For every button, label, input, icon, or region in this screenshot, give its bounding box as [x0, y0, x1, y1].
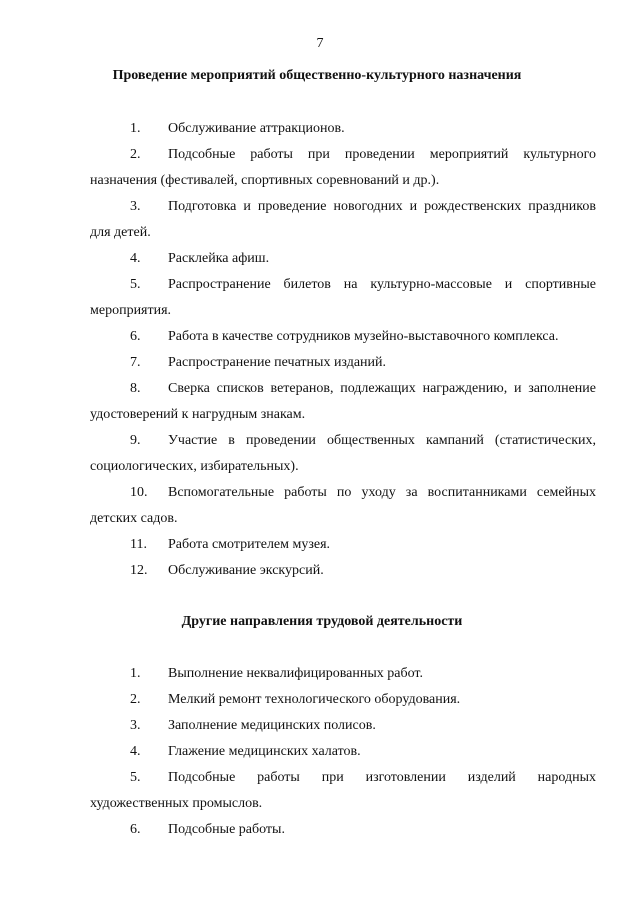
list-item: [90, 376, 596, 428]
list-item-text: Подсобные работы при изготовлении изделий народных художественных промыслов.: [90, 770, 596, 811]
list-item-text: Вспомогательные работы по уходу за воспитанниками семейных детских садов.: [90, 485, 596, 526]
list-item: [90, 558, 596, 584]
list-item: [90, 739, 596, 765]
list-item: [90, 532, 596, 558]
list-item-text: Работа в качестве сотрудников музейно-выставочного комплекса.: [168, 329, 559, 344]
cultural-events-list: [90, 116, 596, 584]
list-item: [90, 350, 596, 376]
other-activities-list: [90, 661, 596, 843]
list-item-text: Участие в проведении общественных кампаний (статистических, социологических, избирательных).: [90, 433, 596, 474]
list-item-number: 10.: [130, 485, 148, 500]
page-number: 7: [316, 36, 324, 51]
list-item-number: 5.: [130, 770, 141, 785]
list-item-number: 1.: [130, 121, 141, 136]
list-item-text: Работа смотрителем музея.: [168, 537, 331, 552]
list-item: [90, 765, 596, 817]
list-item: [90, 687, 596, 713]
section-title-cultural-events: Проведение мероприятий общественно-культурного назначения: [112, 68, 522, 83]
list-item-number: 11.: [130, 537, 147, 552]
list-item-number: 3.: [130, 199, 141, 214]
list-item: [90, 324, 596, 350]
list-item: [90, 142, 596, 194]
list-item: [90, 246, 596, 272]
list-item-number: 4.: [130, 251, 141, 266]
list-item-number: 5.: [130, 277, 141, 292]
list-item-text: Заполнение медицинских полисов.: [168, 718, 376, 733]
list-item: [90, 661, 596, 687]
list-item-text: Расклейка афиш.: [168, 251, 270, 266]
list-item-number: 3.: [130, 718, 141, 733]
list-item-text: Подсобные работы.: [168, 822, 285, 837]
list-item-text: Мелкий ремонт технологического оборудования.: [168, 692, 461, 707]
list-item-text: Подготовка и проведение новогодних и рождественских праздников для детей.: [90, 199, 596, 240]
list-item-number: 8.: [130, 381, 141, 396]
list-item-number: 4.: [130, 744, 141, 759]
list-item: [90, 817, 596, 843]
list-item-number: 9.: [130, 433, 141, 448]
list-item-text: Выполнение неквалифицированных работ.: [168, 666, 423, 681]
list-item-text: Распространение печатных изданий.: [168, 355, 387, 370]
list-item: [90, 116, 596, 142]
list-item: [90, 480, 596, 532]
list-item-number: 6.: [130, 822, 141, 837]
section-title-other-activities: Другие направления трудовой деятельности: [181, 614, 463, 629]
list-item-number: 6.: [130, 329, 141, 344]
list-item-number: 2.: [130, 147, 141, 162]
list-item: [90, 428, 596, 480]
list-item-text: Обслуживание экскурсий.: [168, 563, 324, 578]
list-item: [90, 272, 596, 324]
list-item: [90, 194, 596, 246]
list-item-text: Распространение билетов на культурно-массовые и спортивные мероприятия.: [90, 277, 596, 318]
list-item-number: 2.: [130, 692, 141, 707]
list-item-number: 7.: [130, 355, 141, 370]
list-item-text: Обслуживание аттракционов.: [168, 121, 345, 136]
list-item: [90, 713, 596, 739]
list-item-text: Подсобные работы при проведении мероприятий культурного назначения (фестивалей, спортивных соревнований и др.).: [90, 147, 596, 188]
list-item-number: 12.: [130, 563, 148, 578]
list-item-number: 1.: [130, 666, 141, 681]
list-item-text: Сверка списков ветеранов, подлежащих награждению, и заполнение удостоверений к нагрудным знакам.: [90, 381, 596, 422]
list-item-text: Глажение медицинских халатов.: [168, 744, 361, 759]
